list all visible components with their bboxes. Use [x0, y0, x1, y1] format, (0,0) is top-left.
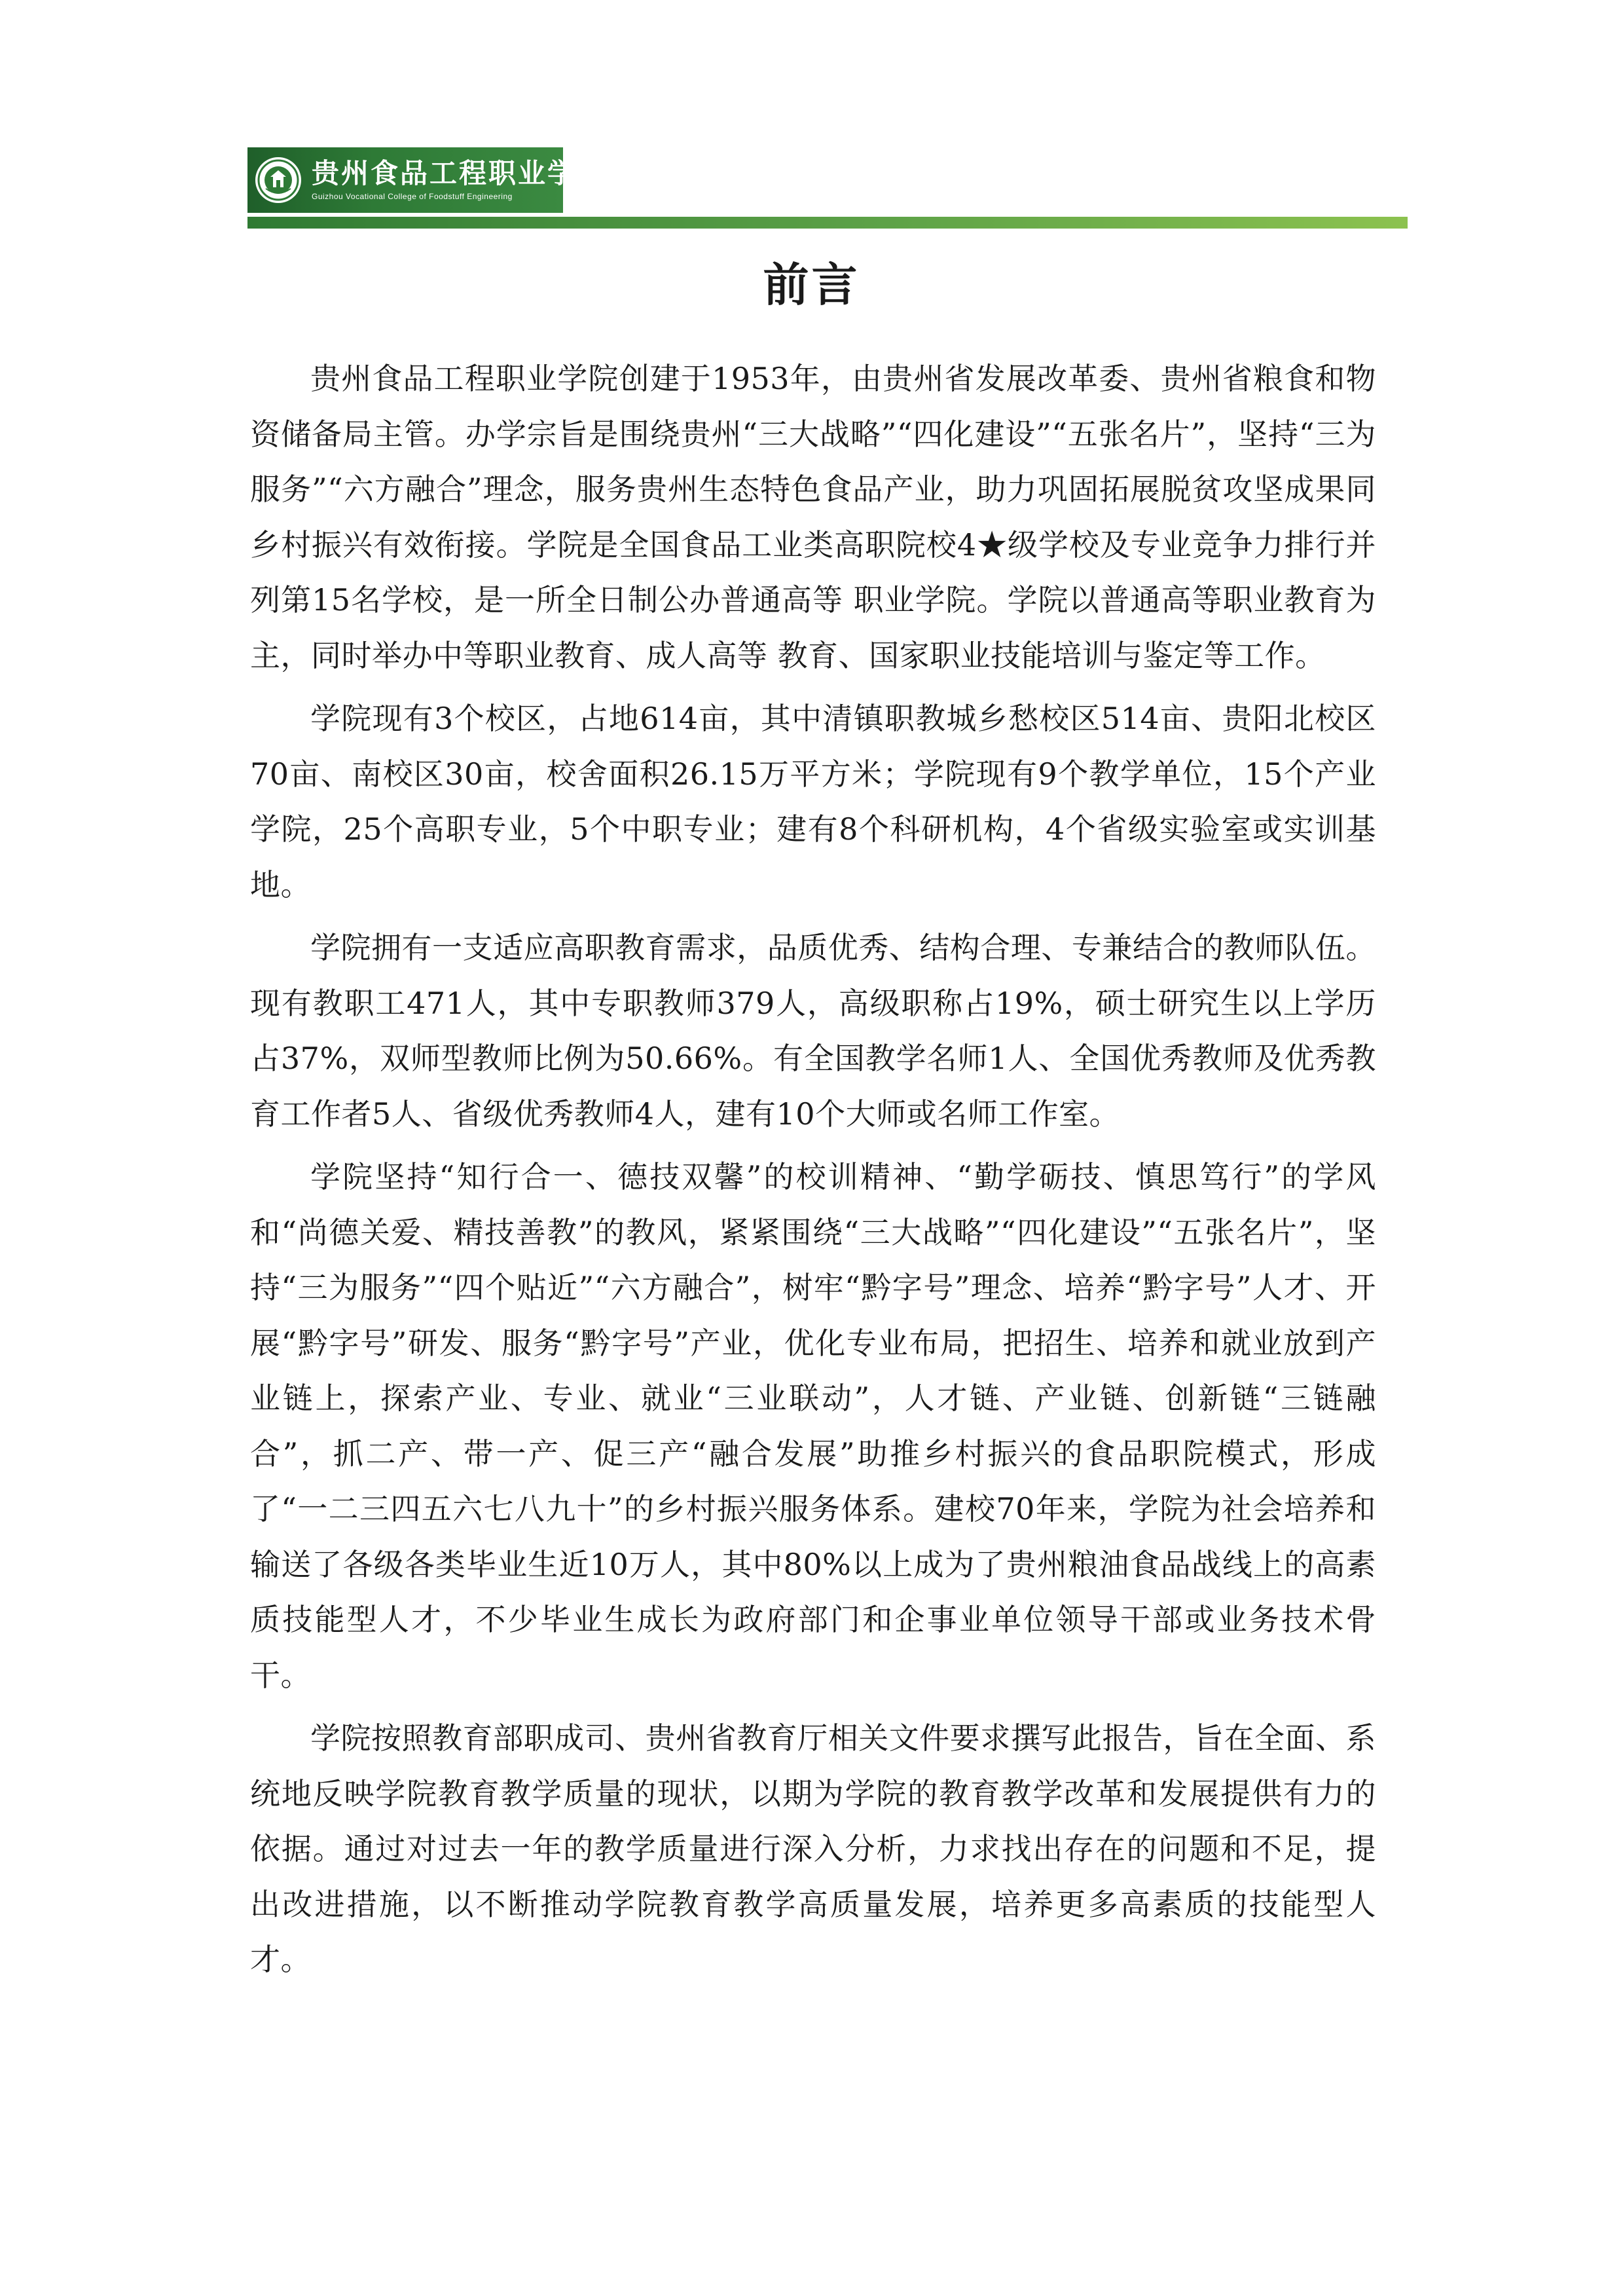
paragraph-campus: 学院现有3个校区，占地614亩，其中清镇职教城乡愁校区514亩、贵阳北校区70亩、南校区30亩，校舍面积26.15万平方米；学院现有9个教学单位，15个产业学院，25个高职专业，5个中职专业；建有8个科研机构，4个省级实验室或实训基地。: [250, 701, 1376, 902]
header-divider: [247, 217, 1408, 229]
document-body: [250, 351, 1376, 1995]
logo-english-name: Guizhou Vocational College of Foodstuff Engineering: [312, 192, 513, 202]
page-title: 前言: [763, 258, 860, 312]
college-seal-icon: [254, 156, 302, 204]
paragraph-faculty: 学院拥有一支适应高职教育需求，品质优秀、结构合理、专兼结合的教师队伍。现有教职工471人，其中专职教师379人，高级职称占19%，硕士研究生以上学历占37%，双师型教师比例为50.66%。有全国教学名师1人、全国优秀教师及优秀教育工作者5人、省级优秀教师4人，建有10个大师或名师工作室。: [250, 930, 1376, 1132]
college-logo-banner: [247, 147, 607, 213]
paragraph-philosophy: 学院坚持“知行合一、德技双馨”的校训精神、“勤学砺技、慎思笃行”的学风和“尚德关爱、精技善教”的教风，紧紧围绕“三大战略”“四化建设”“五张名片”，坚持“三为服务”“四个贴近”“六方融合”，树牢“黔字号”理念、培养“黔字号”人才、开展“黔字号”研发、服务“黔字号”产业，优化专业布局，把招生、培养和就业放到产业链上，探索产业、专业、就业“三业联动”，人才链、产业链、创新链“三链融合”，抓二产、带一产、促三产“融合发展”助推乡村振兴的食品职院模式，形成了“一二三四五六七八九十”的乡村振兴服务体系。建校70年来，学院为社会培养和输送了各级各类毕业生近10万人，其中80%以上成为了贵州粮油食品战线上的高素质技能型人才，不少毕业生成长为政府部门和企事业单位领导干部或业务技术骨干。: [250, 1159, 1376, 1693]
paragraph-intro: 贵州食品工程职业学院创建于1953年，由贵州省发展改革委、贵州省粮食和物资储备局主管。办学宗旨是围绕贵州“三大战略”“四化建设”“五张名片”，坚持“三为服务”“六方融合”理念，服务贵州生态特色食品产业，助力巩固拓展脱贫攻坚成果同乡村振兴有效衔接。学院是全国食品工业类高职院校4★级学校及专业竞争力排行并列第15名学校，是一所全日制公办普通高等 职业学院。学院以普通高等职业教育为主，同时举办中等职业教育、成人高等 教育、国家职业技能培训与鉴定等工作。: [250, 361, 1376, 673]
paragraph-purpose: 学院按照教育部职成司、贵州省教育厅相关文件要求撰写此报告，旨在全面、系统地反映学院教育教学质量的现状，以期为学院的教育教学改革和发展提供有力的依据。通过对过去一年的教学质量进行深入分析，力求找出存在的问题和不足，提出改进措施，以不断推动学院教育教学高质量发展，培养更多高素质的技能型人才。: [250, 1720, 1376, 1977]
page-header: [247, 147, 1408, 232]
logo-chinese-name: 贵州食品工程职业学院: [312, 157, 607, 189]
